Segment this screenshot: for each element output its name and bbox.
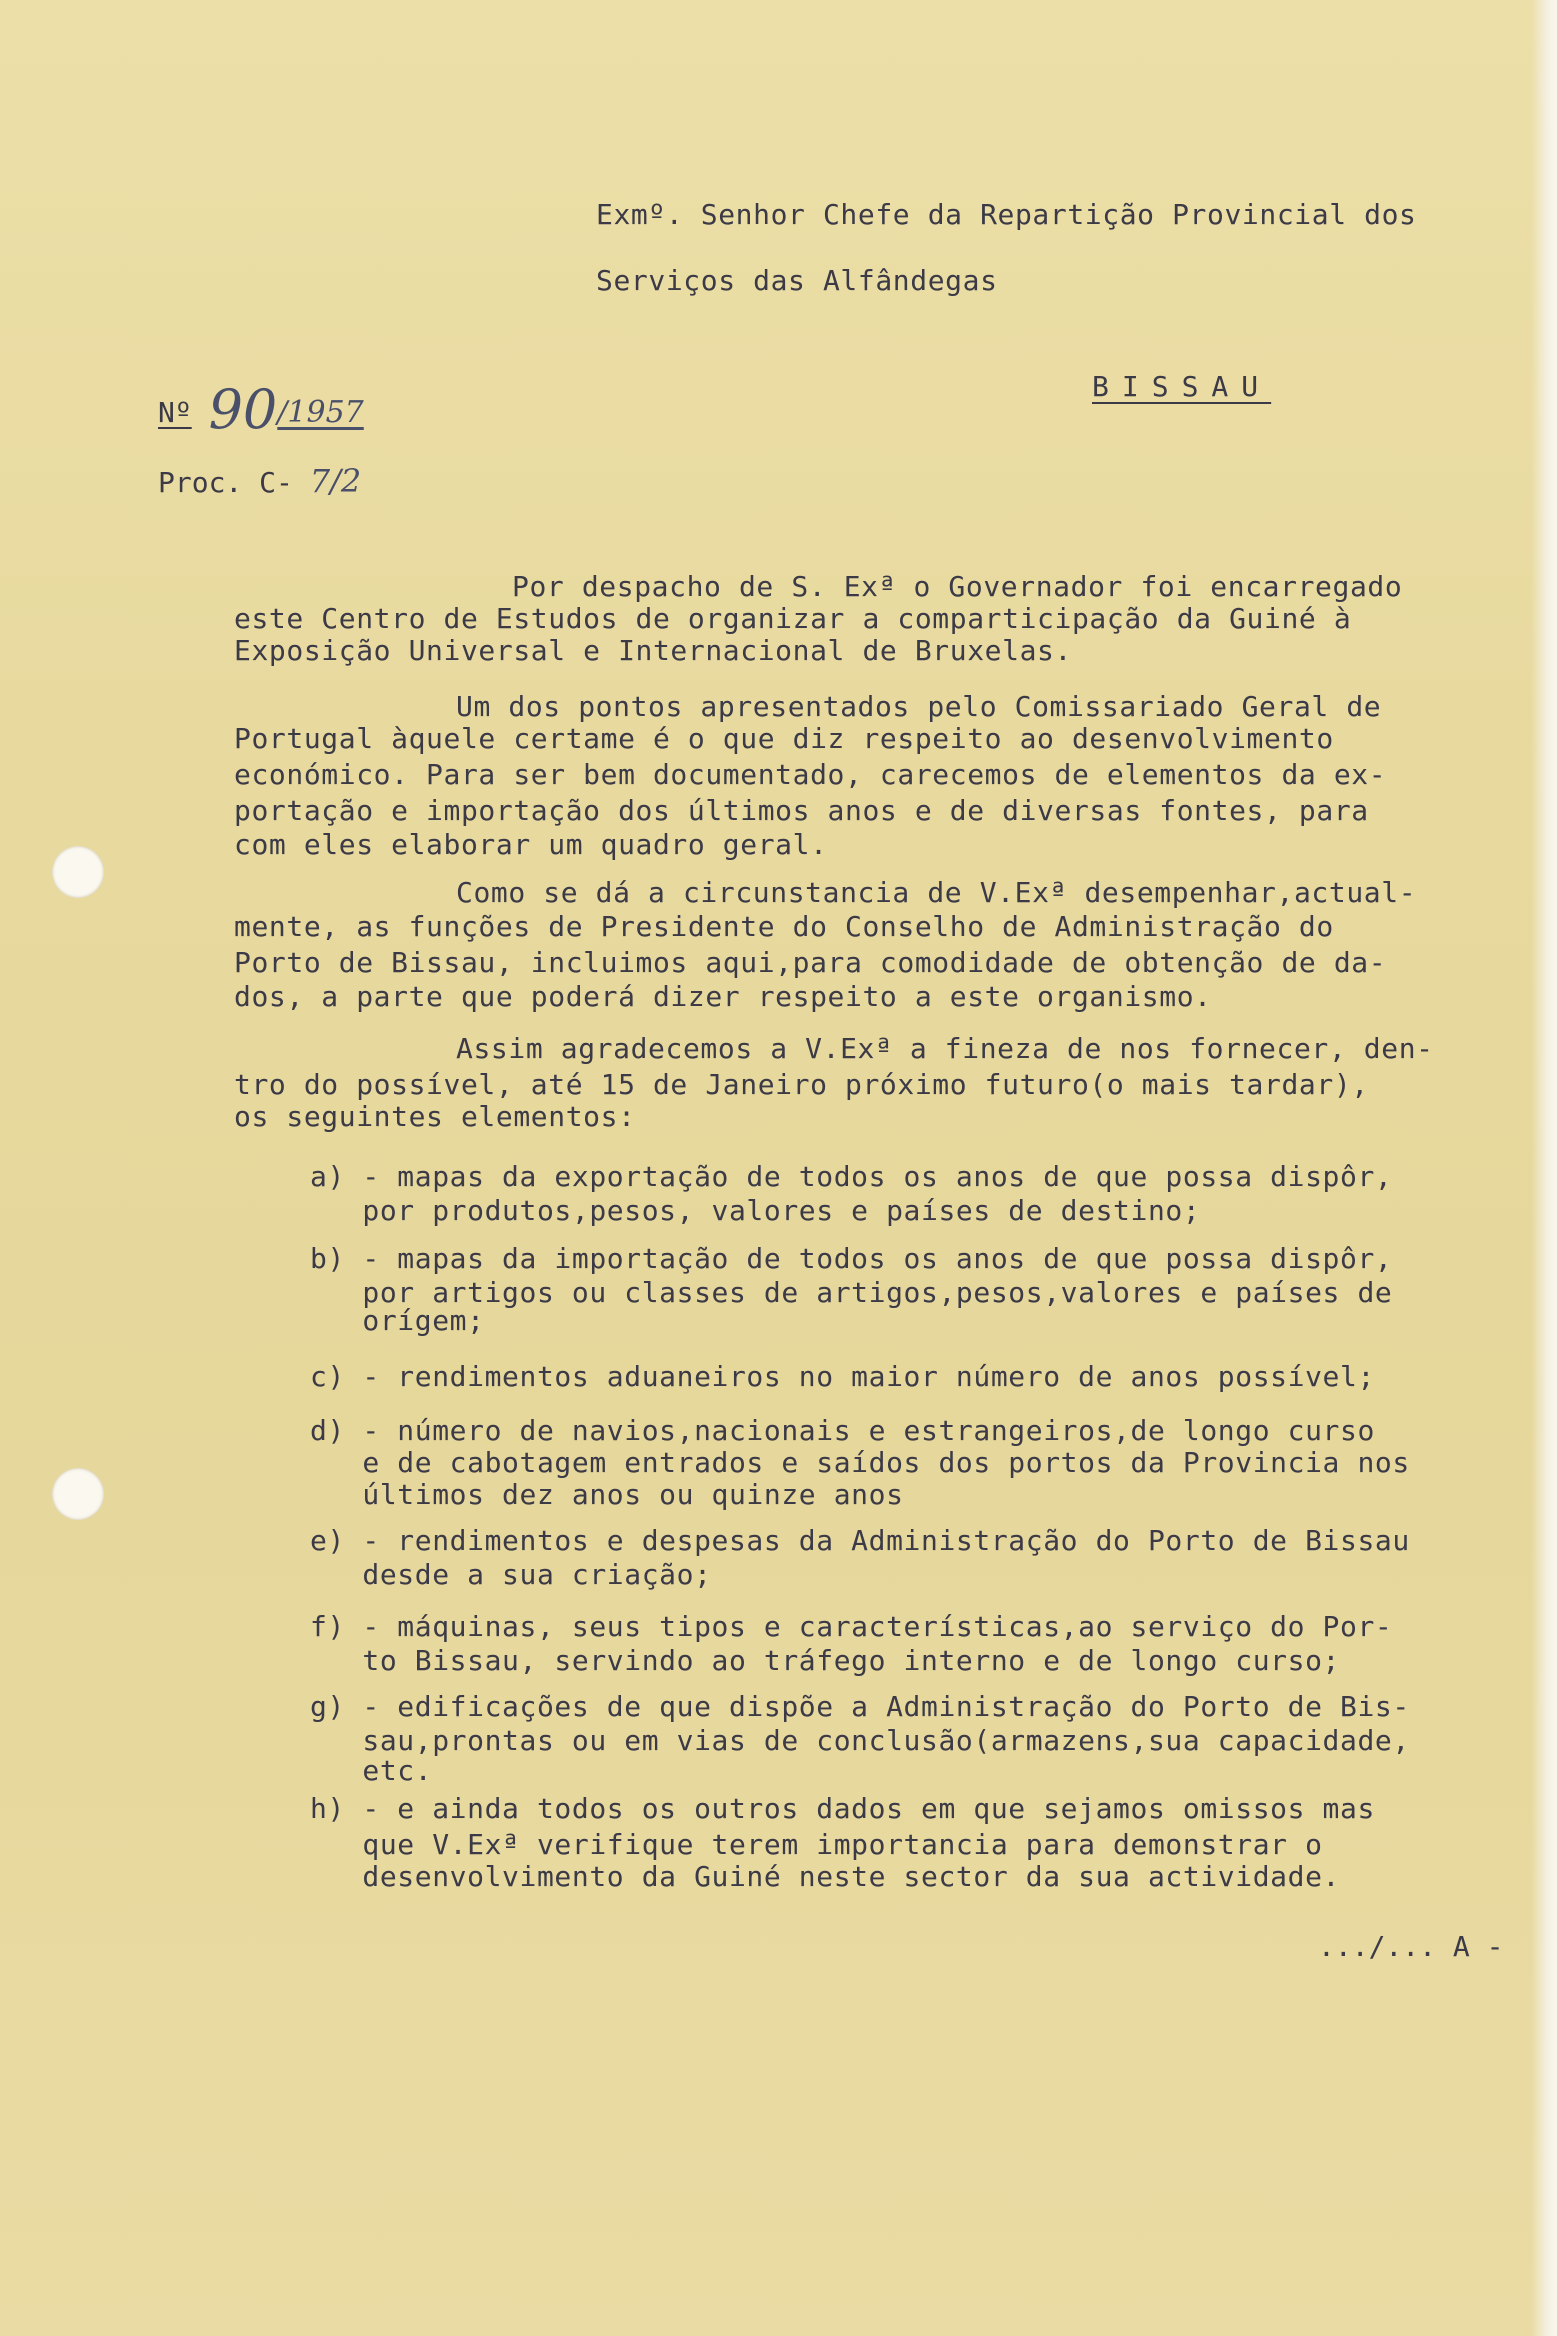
list-item-h: que V.Exª verifique terem importancia para demonstrar o [310,1828,1323,1861]
paragraph-1-line: este Centro de Estudos de organizar a comparticipação da Guiné à [234,602,1352,635]
paragraph-2-line: Portugal àquele certame é o que diz respeito ao desenvolvimento [234,722,1334,755]
list-item-f: f) - máquinas, seus tipos e características,ao serviço do Por- [310,1610,1393,1643]
paragraph-1-line: Por despacho de S. Exª o Governador foi encarregado [512,570,1403,603]
list-item-d: d) - número de navios,nacionais e estrangeiros,de longo curso [310,1414,1375,1447]
list-item-h: h) - e ainda todos os outros dados em que sejamos omissos mas [310,1792,1375,1825]
proc-value: 7/2 [309,462,362,500]
paragraph-4-line: os seguintes elementos: [234,1100,636,1133]
number-value: 90 [208,378,278,441]
paragraph-4-line: Assim agradecemos a V.Exª a fineza de nos fornecer, den- [456,1032,1434,1065]
reference-number [158,372,364,441]
number-year: /1957 [277,395,364,430]
list-item-c: c) - rendimentos aduaneiros no maior número de anos possível; [310,1360,1375,1393]
process-reference [158,462,361,500]
list-item-g: etc. [310,1754,433,1787]
list-item-e: e) - rendimentos e despesas da Administração do Porto de Bissau [310,1524,1410,1557]
proc-label: Proc. C- [158,466,293,499]
city: BISSAU [1092,370,1272,403]
paragraph-2-line: Um dos pontos apresentados pelo Comissariado Geral de [456,690,1382,723]
paragraph-3-line: Como se dá a circunstancia de V.Exª desempenhar,actual- [456,876,1417,909]
list-item-b: por artigos ou classes de artigos,pesos,valores e países de [310,1276,1393,1309]
list-item-b: orígem; [310,1304,485,1337]
paragraph-2-line: com eles elaborar um quadro geral. [234,828,828,861]
list-item-g: sau,prontas ou em vias de conclusão(armazens,sua capacidade, [310,1724,1410,1757]
paragraph-3-line: dos, a parte que poderá dizer respeito a este organismo. [234,980,1212,1013]
paper-edge [1531,0,1557,2336]
number-label: Nº [158,396,192,429]
punch-hole-upper [52,846,104,898]
paragraph-3-line: mente, as funções de Presidente do Conselho de Administração do [234,910,1334,943]
paragraph-3-line: Porto de Bissau, incluimos aqui,para comodidade de obtenção de da- [234,946,1387,979]
continuation-mark: .../... A - [1318,1930,1504,1963]
list-item-g: g) - edificações de que dispõe a Administração do Porto de Bis- [310,1690,1410,1723]
punch-hole-lower [52,1468,104,1520]
list-item-a: por produtos,pesos, valores e países de destino; [310,1194,1201,1227]
list-item-d: últimos dez anos ou quinze anos [310,1478,904,1511]
paragraph-4-line: tro do possível, até 15 de Janeiro próximo futuro(o mais tardar), [234,1068,1369,1101]
list-item-h: desenvolvimento da Guiné neste sector da sua actividade. [310,1860,1340,1893]
list-item-b: b) - mapas da importação de todos os anos de que possa dispôr, [310,1242,1393,1275]
paragraph-2-line: económico. Para ser bem documentado, carecemos de elementos da ex- [234,758,1387,791]
list-item-e: desde a sua criação; [310,1558,712,1591]
list-item-a: a) - mapas da exportação de todos os anos de que possa dispôr, [310,1160,1393,1193]
list-item-f: to Bissau, servindo ao tráfego interno e de longo curso; [310,1644,1340,1677]
list-item-d: e de cabotagem entrados e saídos dos portos da Provincia nos [310,1446,1410,1479]
paragraph-1-line: Exposição Universal e Internacional de Bruxelas. [234,634,1072,667]
addressee-line-1: Exmº. Senhor Chefe da Repartição Provincial dos [596,198,1417,231]
paragraph-2-line: portação e importação dos últimos anos e de diversas fontes, para [234,794,1369,827]
addressee-line-2: Serviços das Alfândegas [596,264,998,297]
